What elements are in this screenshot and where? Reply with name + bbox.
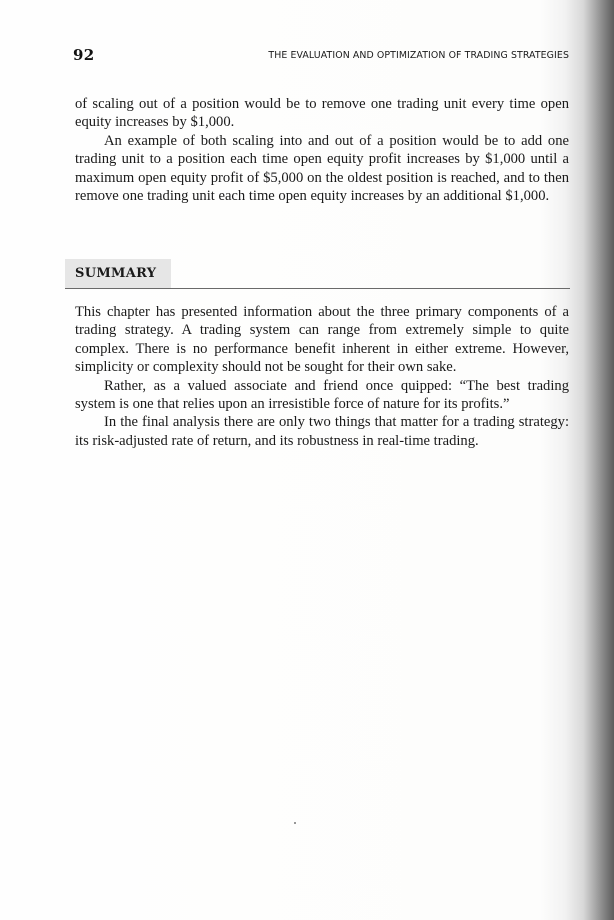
paragraph: This chapter has presented information about the three primary components of a trading strategy. A trading system can range from extremely simple to quite complex. There is no performance benefit inherent in either extreme. However, simplicity or complexity should not be sought for their own sake.	[75, 304, 569, 376]
print-speck	[294, 822, 296, 824]
section-heading: SUMMARY	[75, 266, 157, 281]
intro-text	[75, 95, 569, 205]
summary-text	[75, 303, 569, 450]
paragraph: Rather, as a valued associate and friend once quipped: “The best trading system is one that relies upon an irresistible force of nature for its profits.”	[75, 377, 569, 413]
paragraph: An example of both scaling into and out of a position would be to add one trading unit to a position each time open equity profit increases by $1,000 until a maximum open equity profit of $5,000 on the oldest position is reached, and to then remove one trading unit each time open equity increases by an additional $1,000.	[75, 132, 569, 205]
running-head: THE EVALUATION AND OPTIMIZATION OF TRADING STRATEGIES	[268, 50, 569, 61]
section-divider	[65, 288, 570, 289]
page-header	[73, 46, 569, 70]
paragraph: of scaling out of a position would be to remove one trading unit every time open equity increases by $1,000.	[75, 96, 569, 131]
paragraph: In the final analysis there are only two things that matter for a trading strategy: its risk-adjusted rate of return, and its robustness in real-time trading.	[75, 414, 569, 449]
page-number: 92	[73, 46, 95, 64]
